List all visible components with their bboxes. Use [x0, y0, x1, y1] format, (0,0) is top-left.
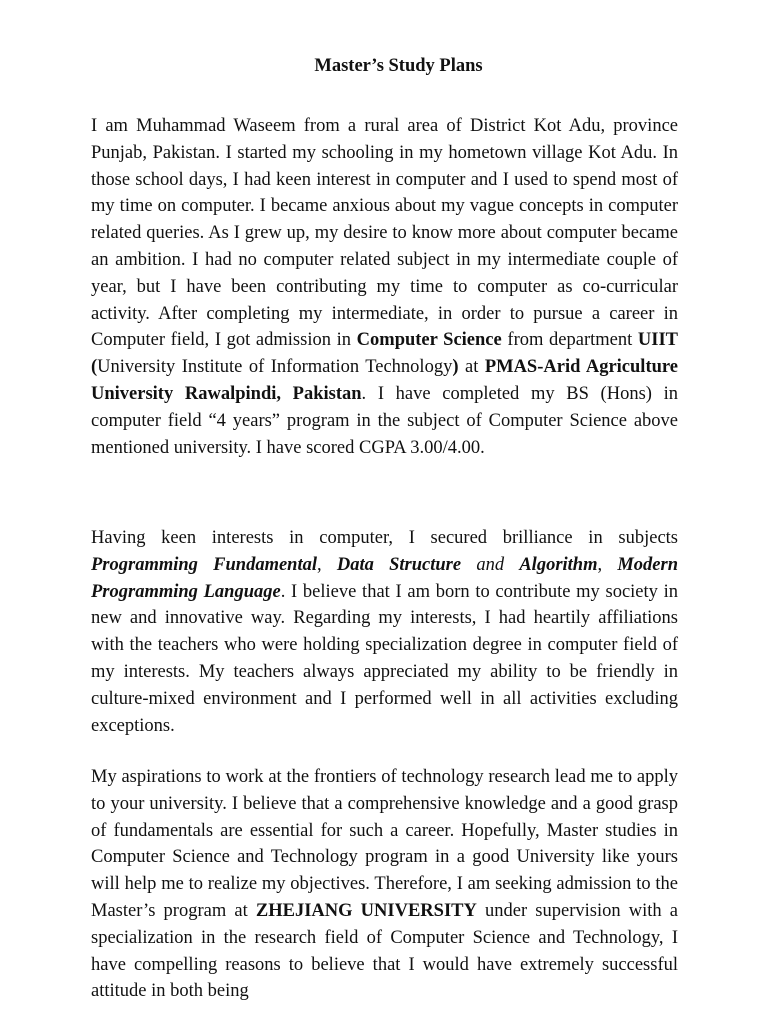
text-run-bold: )	[452, 357, 459, 378]
text-run-bold-italic: Modern Programming Language	[91, 554, 679, 602]
paragraph-interests	[91, 525, 678, 739]
text-run-bold: Computer Science	[356, 330, 502, 351]
text-run-bold: ZHEJIANG UNIVERSITY	[255, 900, 477, 921]
text-run: . I have completed my BS (Hons) in computer field “4 years” program in the subject of Computer Science above mentioned university. I have scored CGPA 3.00/4.00.	[91, 383, 678, 458]
text-run: under supervision with a specialization in the research field of Computer Science and Technology, I have compelling reasons to believe that I would have extremely successful attitude in both being	[91, 900, 678, 1002]
text-run-bold: UIIT (	[91, 330, 678, 378]
text-run: Having keen interests in computer, I secured brilliance in subjects	[91, 528, 678, 548]
text-run-bold: PMAS-Arid Agriculture University Rawalpindi, Pakistan	[91, 357, 678, 404]
text-run: ,	[317, 554, 337, 575]
text-run: from department	[501, 330, 638, 351]
text-run: My aspirations to work at the frontiers of technology research lead me to apply to your university. I believe that a comprehensive knowledge and a good grasp of fundamentals are essential for such a career. Hopefully, Master studies in Computer Science and Technology program in a good University like yours will help me to realize my objectives. Therefore, I am seeking admission to the Master’s program at	[91, 767, 678, 921]
document-title: Master’s Study Plans	[314, 56, 483, 76]
text-run: . I believe that I am born to contribute my society in new and innovative way. Regarding my interests, I had heartily affiliations with the teachers who were holding specialization degree in computer field of my interests. My teachers always appreciated my ability to be friendly in culture-mixed environment and I performed well in all activities excluding exceptions.	[91, 581, 679, 736]
text-run: University Institute of Information Technology	[97, 357, 453, 378]
text-run: I am Muhammad Waseem from a rural area of District Kot Adu, province Punjab, Pakistan. I started my schooling in my hometown village Kot Adu. In those school days, I had keen interest in computer and I used to spend most of my time on computer. I became anxious about my vague concepts in computer related queries. As I grew up, my desire to know more about computer became an ambition. I had no computer related subject in my intermediate couple of year, but I have been contributing my time to computer as co-curricular activity. After completing my intermediate, in order to pursue a career in Computer field, I got admission in	[91, 116, 678, 351]
text-run-bold-italic: Data Structure	[336, 554, 462, 575]
paragraph-background	[91, 113, 678, 461]
text-run-italic: and	[461, 554, 520, 575]
text-run-bold-italic: Algorithm	[519, 554, 598, 575]
text-run: ,	[597, 554, 618, 575]
paragraph-aspirations	[91, 764, 678, 1005]
text-run-bold-italic: Programming Fundamental	[91, 554, 317, 575]
text-run: at	[458, 357, 485, 378]
